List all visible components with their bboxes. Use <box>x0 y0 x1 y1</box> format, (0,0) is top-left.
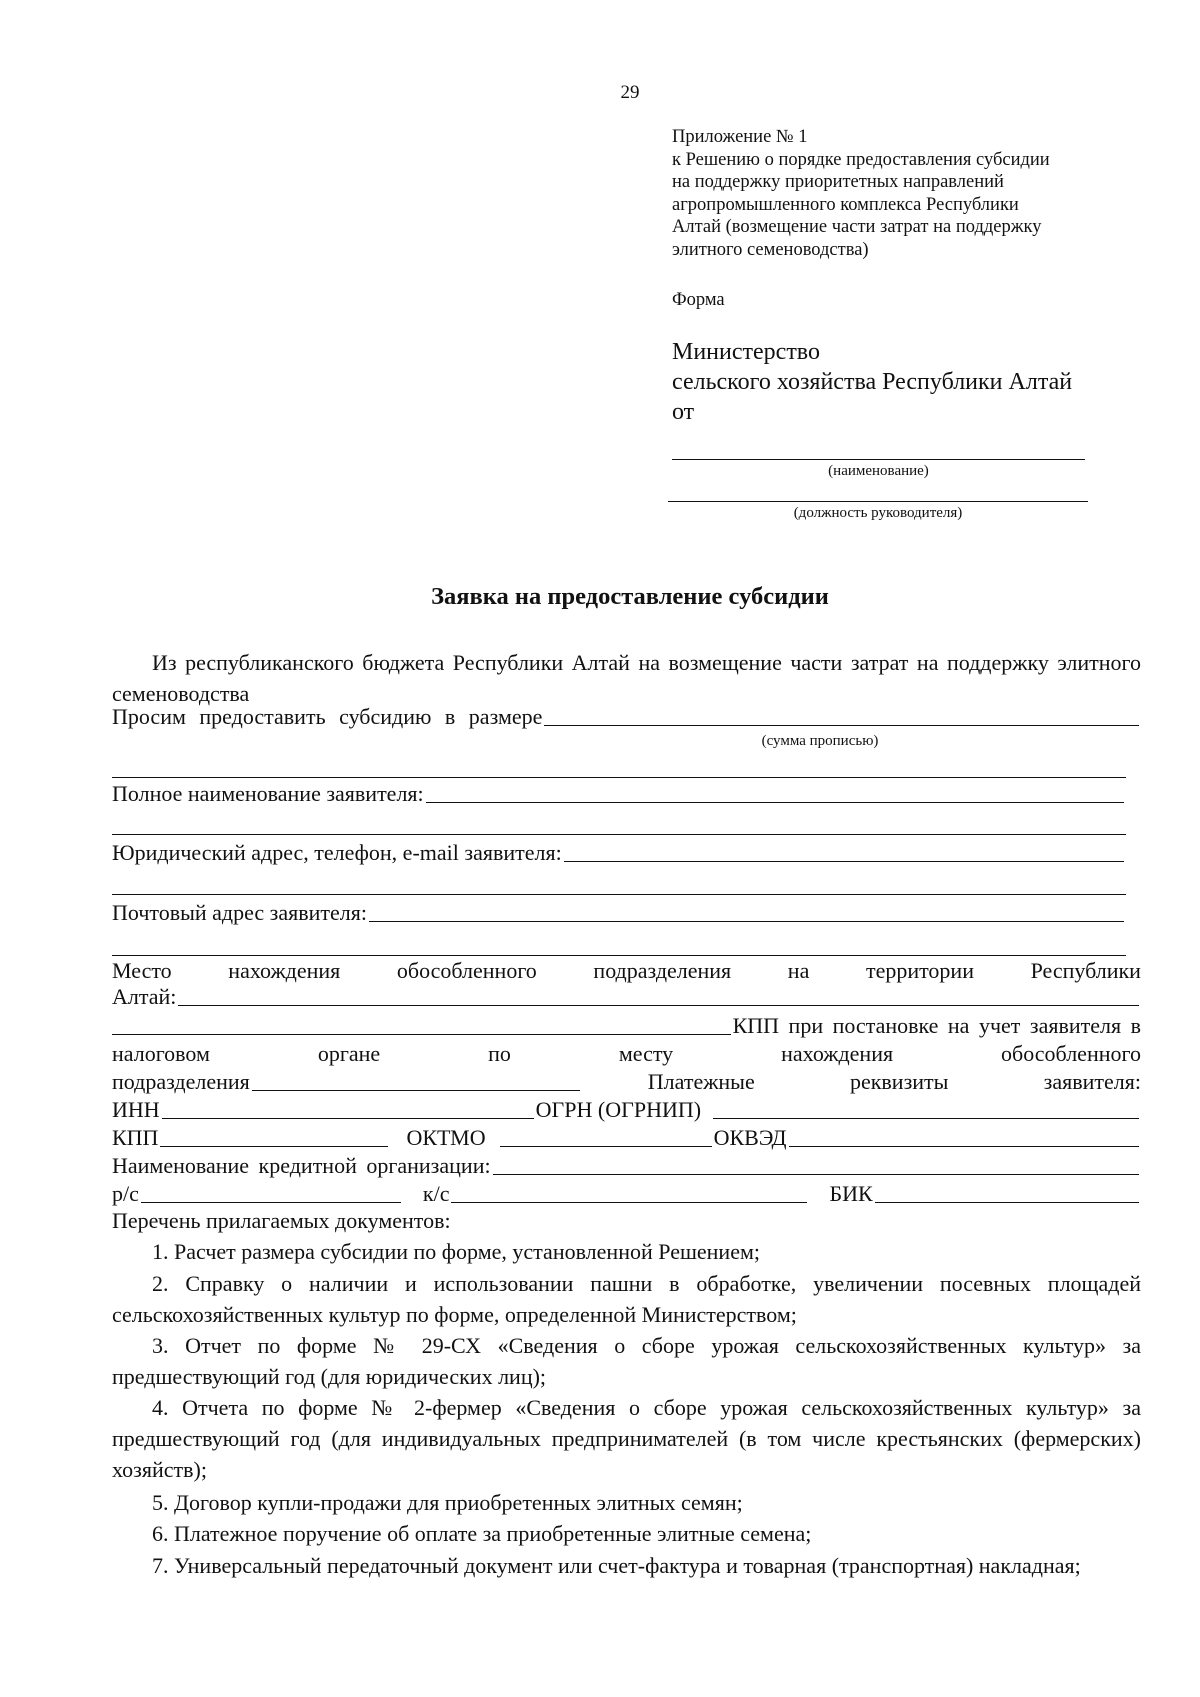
ogrn-label: ОГРН (ОГРНИП) <box>535 1097 702 1122</box>
blank-line[interactable] <box>112 894 1126 895</box>
kpp-oktmo-okved-row <box>112 1124 1141 1152</box>
blank-line[interactable] <box>112 955 1126 956</box>
intro-text: Из республиканского бюджета Республики Алтай на возмещение части затрат на поддержку элитного семеноводства <box>112 650 1141 706</box>
head-position-line[interactable] <box>668 501 1088 502</box>
okved-field[interactable] <box>789 1128 1139 1147</box>
annex-line: Приложение № 1 <box>672 127 808 147</box>
kpp-field[interactable] <box>160 1128 388 1147</box>
document-item: 1. Расчет размера субсидии по форме, установленной Решением; <box>152 1239 761 1264</box>
blank-line[interactable] <box>112 834 1126 835</box>
head-position-caption: (должность руководителя) <box>793 505 963 521</box>
bik-label: БИК <box>829 1181 873 1206</box>
location-word: Республики <box>1030 958 1141 983</box>
payment-word: реквизиты <box>849 1069 949 1094</box>
annex-line: элитного семеноводства) <box>672 239 869 260</box>
location-word: на <box>787 958 810 983</box>
document-item: 5. Договор купли-продажи для приобретенных элитных семян; <box>152 1490 743 1515</box>
okved-label: ОКВЭД <box>713 1125 787 1150</box>
tax-word: по <box>488 1041 511 1066</box>
document-item: 7. Универсальный передаточный документ или счет-фактура и товарная (транспортная) накладная; <box>152 1553 1081 1578</box>
legal-address-label: Юридический адрес, телефон, e-mail заявителя: <box>112 840 562 865</box>
inn-field[interactable] <box>162 1100 534 1119</box>
full-name-row <box>112 780 1126 808</box>
subdivision-row <box>112 1068 1141 1096</box>
location-word: Место <box>112 958 172 983</box>
annex-line: к Решению о порядке предоставления субсидии <box>672 149 1050 170</box>
postal-address-label: Почтовый адрес заявителя: <box>112 900 368 925</box>
bank-name-row <box>112 1152 1141 1180</box>
bank-accounts-row <box>112 1180 1141 1208</box>
ks-field[interactable] <box>451 1184 807 1203</box>
inn-label: ИНН <box>112 1097 160 1122</box>
amount-caption: (сумма прописью) <box>761 733 879 749</box>
postal-address-field[interactable] <box>369 903 1124 922</box>
tax-word: обособленного <box>1001 1041 1141 1066</box>
location-word: нахождения <box>228 958 341 983</box>
subdivision-label: подразделения <box>112 1069 250 1094</box>
full-name-field[interactable] <box>426 784 1124 803</box>
blank-line[interactable] <box>112 777 1126 778</box>
kpp-label: КПП <box>112 1125 159 1150</box>
payment-word: заявителя: <box>1043 1069 1141 1094</box>
kpp-registration-label: КПП при постановке на учет заявителя в <box>732 1013 1141 1038</box>
legal-address-field[interactable] <box>564 843 1124 862</box>
annex-line: Алтай (возмещение части затрат на поддержку <box>672 217 1042 237</box>
subdivision-field[interactable] <box>252 1072 580 1091</box>
addressee-line-1: Министерство <box>672 339 820 365</box>
form-title: Заявка на предоставление субсидии <box>431 583 829 610</box>
location-field[interactable] <box>178 987 1139 1006</box>
addressee-block <box>672 337 1072 427</box>
rs-field[interactable] <box>141 1184 401 1203</box>
location-word: подразделения <box>593 958 732 983</box>
document-item: 2. Справку о наличии и использовании пашни в обработке, увеличении посевных площадей сельскохозяйственных культур по форме, определенной Министерством; <box>112 1271 1141 1327</box>
addressee-line-2: сельского хозяйства Республики Алтай <box>672 369 1073 395</box>
amount-field[interactable] <box>544 707 1139 726</box>
document-item: 3. Отчет по форме № 29-СХ «Сведения о сборе урожая сельскохозяйственных культур» за предшествующий год (для юридических лиц); <box>112 1333 1141 1389</box>
page-number: 29 <box>620 82 640 103</box>
tax-word: органе <box>317 1041 381 1066</box>
document-item: 4. Отчета по форме № 2-фермер «Сведения о сборе урожая сельскохозяйственных культур» за предшествующий год (для индивидуальных предпринимателей (в том числе крестьянских (фермерских) хозяйств); <box>112 1395 1141 1482</box>
location-end-row <box>112 983 1141 1011</box>
legal-address-row <box>112 839 1126 867</box>
payment-word: Платежные <box>647 1069 755 1094</box>
applicant-name-line[interactable] <box>672 459 1085 460</box>
rs-label: р/с <box>112 1181 139 1206</box>
location-word: обособленного <box>396 958 537 983</box>
ogrn-field[interactable] <box>713 1100 1139 1119</box>
annex-line: агропромышленного комплекса Республики <box>672 194 1019 215</box>
tax-word: месту <box>618 1041 674 1066</box>
amount-label: Просим предоставить субсидию в размере <box>112 704 543 729</box>
bank-name-label: Наименование кредитной организации: <box>112 1153 491 1178</box>
form-label: Форма <box>672 290 725 310</box>
inn-ogrn-row <box>112 1096 1141 1124</box>
bik-field[interactable] <box>875 1184 1139 1203</box>
addressee-line-3: от <box>672 399 695 425</box>
kpp-registration-row <box>112 1012 1141 1040</box>
bank-name-field[interactable] <box>493 1156 1139 1175</box>
payment-details-label <box>648 1068 1141 1096</box>
ks-label: к/с <box>422 1181 450 1206</box>
tax-word: нахождения <box>781 1041 894 1066</box>
document-item: 6. Платежное поручение об оплате за приобретенные элитные семена; <box>152 1521 812 1546</box>
location-end-label: Алтай: <box>112 984 177 1009</box>
location-word: территории <box>865 958 974 983</box>
documents-heading: Перечень прилагаемых документов: <box>112 1208 451 1233</box>
full-name-label: Полное наименование заявителя: <box>112 781 424 806</box>
oktmo-field[interactable] <box>500 1128 712 1147</box>
annex-block <box>672 126 1102 261</box>
tax-authority-row <box>112 1040 1141 1068</box>
location-row <box>112 957 1141 985</box>
postal-address-row <box>112 899 1126 927</box>
applicant-name-caption: (наименование) <box>828 463 929 479</box>
kpp-registration-field[interactable] <box>112 1016 731 1035</box>
tax-word: налоговом <box>112 1041 210 1066</box>
annex-line: на поддержку приоритетных направлений <box>672 172 1004 192</box>
oktmo-label: ОКТМО <box>406 1125 486 1150</box>
amount-row <box>112 703 1141 731</box>
